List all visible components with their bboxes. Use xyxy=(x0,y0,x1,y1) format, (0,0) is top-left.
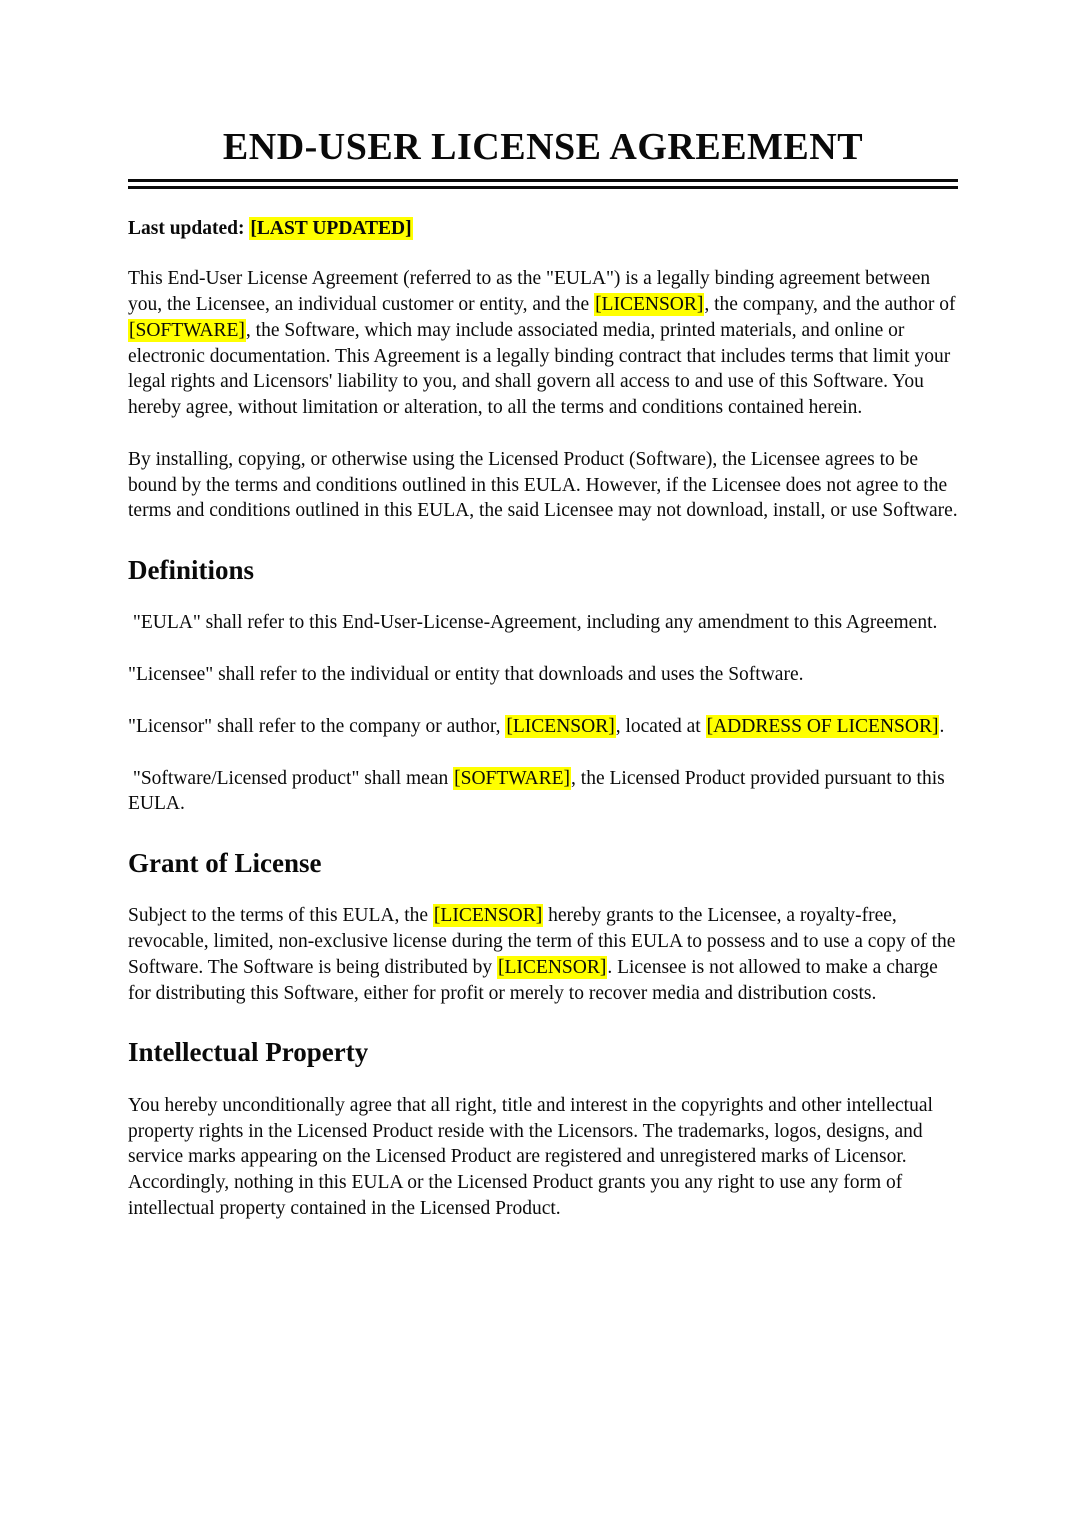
text-segment: , the Software, which may include associated media, printed materials, and online or electronic documentation. This Agreement is a legally binding contract that includes terms that limit your legal rights and Licensors' liability to you, and shall govern all access to and use of this Software. You hereby agree, without limitation or alteration, to all the terms and conditions contained herein. xyxy=(128,319,956,419)
placeholder-highlight: [LICENSOR] xyxy=(433,905,543,927)
placeholder-highlight: [ADDRESS OF LICENSOR] xyxy=(706,715,939,737)
text-segment: "Licensor" shall refer to the company or author, xyxy=(128,715,506,737)
text-segment: , the company, and the author of xyxy=(704,294,961,316)
paragraph xyxy=(128,662,958,688)
placeholder-highlight: [LICENSOR] xyxy=(595,294,704,316)
text-segment: "Licensee" shall refer to the individual or entity that downloads and uses the Software. xyxy=(128,664,804,686)
placeholder-highlight: [LICENSOR] xyxy=(506,715,615,737)
document-body xyxy=(128,266,961,1221)
paragraph xyxy=(128,714,958,740)
section-heading: Grant of License xyxy=(128,848,322,879)
text-segment: By installing, copying, or otherwise using the Licensed Product (Software), the Licensee agrees to be bound by the terms and conditions outlined in this EULA. However, if the Licensee does not agree to the terms and conditions outlined in this EULA, the said Licensee may not download, install, or use Software. xyxy=(128,448,958,522)
text-segment: . xyxy=(939,715,945,737)
text-segment: hereby grants to the Licensee, a royalty-free, revocable, limited, non-exclusive license during the term of this EULA to possess and to use a copy of the Software. The Software is being distributed by xyxy=(128,905,961,978)
placeholder-highlight: [SOFTWARE] xyxy=(454,767,571,789)
placeholder-highlight: [LICENSOR] xyxy=(498,956,607,978)
text-segment: , located at xyxy=(615,715,706,737)
text-segment: "EULA" shall refer to this End-User-License-Agreement, including any amendment to this Agreement. xyxy=(128,612,938,634)
paragraph xyxy=(128,903,961,1006)
text-segment: Subject to the terms of this EULA, the xyxy=(128,905,433,927)
paragraph xyxy=(128,266,961,420)
paragraph xyxy=(128,766,958,817)
section-heading: Definitions xyxy=(128,555,255,586)
text-segment: You hereby unconditionally agree that all right, title and interest in the copyrights and other intellectual property rights in the Licensed Product reside with the Licensors. The trademarks, logos, designs, and service marks appearing on the Licensed Product are registered and unregistered marks of Licensor. Accordingly, nothing in this EULA or the Licensed Product grants you any right to use any form of intellectual property contained in the Licensed Product. xyxy=(128,1094,938,1219)
text-segment: , the Licensed Product provided pursuant to this EULA. xyxy=(128,767,950,815)
text-segment: This End-User License Agreement (referred to as the "EULA") is a legally binding agreement between you, the Licensee, an individual customer or entity, and the xyxy=(128,268,935,316)
document-title: END-USER LICENSE AGREEMENT xyxy=(222,126,864,168)
last-updated-placeholder: [LAST UPDATED] xyxy=(250,217,412,239)
title-divider xyxy=(128,179,958,189)
paragraph xyxy=(128,1093,958,1222)
text-segment: "Software/Licensed product" shall mean xyxy=(128,767,454,789)
paragraph xyxy=(128,610,958,636)
placeholder-highlight: [SOFTWARE] xyxy=(129,319,245,341)
paragraph xyxy=(128,447,958,524)
text-segment: . Licensee is not allowed to make a charge for distributing this Software, either for profit or merely to recover media and distribution costs. xyxy=(128,956,943,1004)
last-updated-line xyxy=(128,216,958,242)
last-updated-label: Last updated: xyxy=(128,217,250,239)
section-heading: Intellectual Property xyxy=(128,1037,369,1068)
